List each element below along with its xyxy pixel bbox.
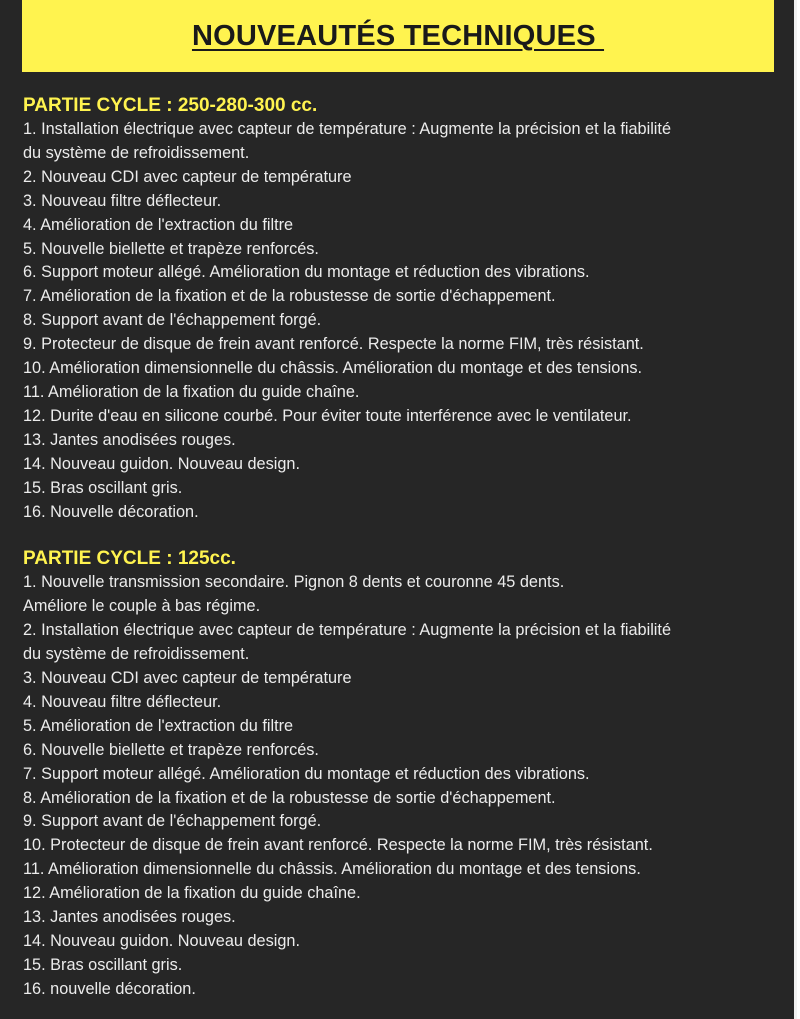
list-item: 5. Amélioration de l'extraction du filtre: [23, 716, 294, 735]
list-item: 2. Installation électrique avec capteur de température : Augmente la précision et la fiabilité du système de refroidissement.: [23, 621, 672, 664]
list-item: 8. Amélioration de la fixation et de la robustesse de sortie d'échappement.: [23, 788, 556, 807]
list-item: 12. Durite d'eau en silicone courbé. Pour éviter toute interférence avec le ventilateur.: [23, 406, 632, 425]
list-item: 7. Amélioration de la fixation et de la robustesse de sortie d'échappement.: [23, 287, 556, 306]
list-item: 4. Amélioration de l'extraction du filtre: [23, 215, 294, 234]
list-item: 13. Jantes anodisées rouges.: [23, 908, 236, 927]
section-heading: PARTIE CYCLE : 250-280-300 cc.: [23, 95, 318, 116]
list-item: 16. Nouvelle décoration.: [23, 502, 199, 521]
list-item: 9. Support avant de l'échappement forgé.: [23, 812, 322, 831]
list-item: 11. Amélioration de la fixation du guide chaîne.: [23, 382, 360, 401]
list-item: 14. Nouveau guidon. Nouveau design.: [23, 454, 300, 473]
section-heading: PARTIE CYCLE : 125cc.: [23, 548, 236, 570]
list-item: 2. Nouveau CDI avec capteur de température: [23, 167, 352, 186]
list-item: 1. Nouvelle transmission secondaire. Pignon 8 dents et couronne 45 dents. Améliore le couple à bas régime.: [23, 573, 565, 616]
list-item: 7. Support moteur allégé. Amélioration du montage et réduction des vibrations.: [23, 764, 590, 783]
list-item: 15. Bras oscillant gris.: [23, 478, 183, 497]
list-item: 9. Protecteur de disque de frein avant renforcé. Respecte la norme FIM, très résistant.: [23, 335, 644, 354]
list-item: 1. Installation électrique avec capteur de température : Augmente la précision et la fiabilité du système de refroidissement.: [23, 120, 672, 162]
list-item: 3. Nouveau CDI avec capteur de température: [23, 669, 352, 688]
list-item: 10. Amélioration dimensionnelle du châssis. Amélioration du montage et des tensions.: [23, 359, 643, 378]
feature-list: [23, 118, 773, 524]
feature-list: [23, 571, 773, 1001]
list-item: 6. Nouvelle biellette et trapèze renforcés.: [23, 740, 319, 759]
list-item: 12. Amélioration de la fixation du guide chaîne.: [23, 884, 361, 903]
list-item: 5. Nouvelle biellette et trapèze renforcés.: [23, 239, 319, 258]
section-cycle-250-280-300: [23, 94, 773, 524]
list-item: 4. Nouveau filtre déflecteur.: [23, 692, 222, 711]
list-item: 10. Protecteur de disque de frein avant renforcé. Respecte la norme FIM, très résistant.: [23, 836, 653, 855]
list-item: 15. Bras oscillant gris.: [23, 955, 183, 974]
section-cycle-125: [23, 547, 773, 1001]
title-banner: [22, 0, 774, 72]
list-item: 6. Support moteur allégé. Amélioration du montage et réduction des vibrations.: [23, 263, 590, 282]
page-title: NOUVEAUTÉS TECHNIQUES: [191, 19, 605, 52]
list-item: 3. Nouveau filtre déflecteur.: [23, 191, 222, 210]
list-item: 13. Jantes anodisées rouges.: [23, 430, 236, 449]
content-body: [23, 94, 773, 1002]
list-item: 16. nouvelle décoration.: [23, 979, 196, 998]
list-item: 14. Nouveau guidon. Nouveau design.: [23, 932, 300, 950]
list-item: 8. Support avant de l'échappement forgé.: [23, 311, 322, 330]
list-item: 11. Amélioration dimensionnelle du châssis. Amélioration du montage et des tensions.: [23, 860, 641, 879]
